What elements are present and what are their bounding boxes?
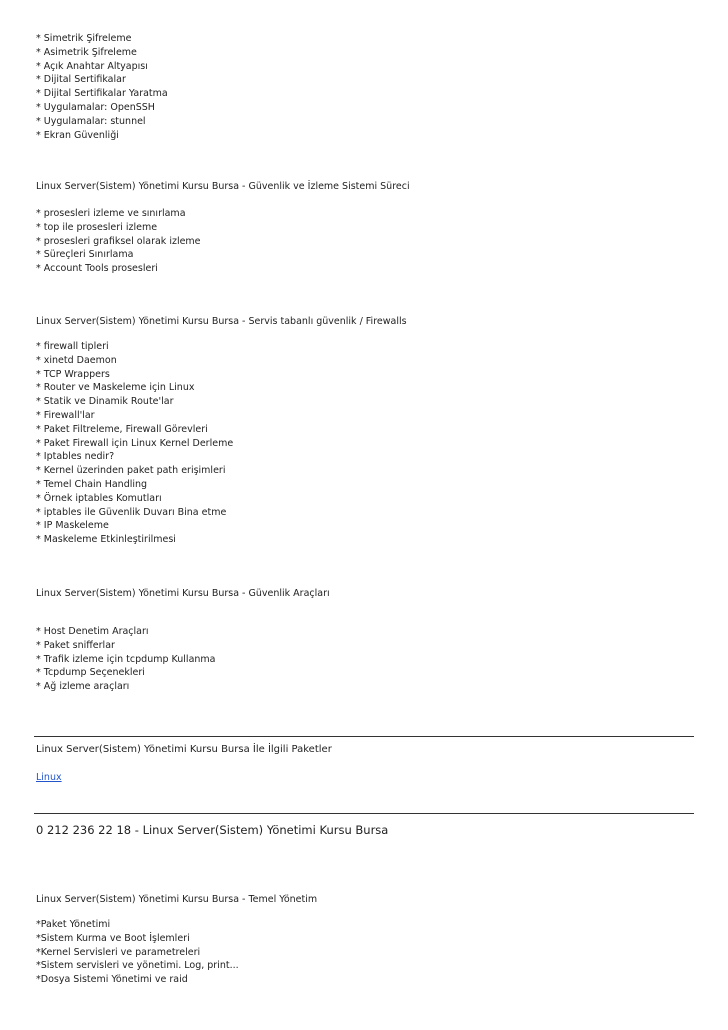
monitoring-list xyxy=(36,207,201,276)
list-item: * prosesleri grafiksel olarak izleme xyxy=(36,235,201,247)
section-title-tools: Linux Server(Sistem) Yönetimi Kursu Bursa - Güvenlik Araçları xyxy=(36,588,330,599)
list-item: * Uygulamalar: stunnel xyxy=(36,115,146,127)
section-title-firewall: Linux Server(Sistem) Yönetimi Kursu Bursa - Servis tabanlı güvenlik / Firewalls xyxy=(36,316,407,327)
list-item: * Trafik izleme için tcpdump Kullanma xyxy=(36,653,216,665)
firewall-list xyxy=(36,340,233,547)
list-item: * top ile prosesleri izleme xyxy=(36,221,158,233)
list-item: * Asimetrik Şifreleme xyxy=(36,46,137,58)
divider xyxy=(34,813,694,814)
list-item: * IP Maskeleme xyxy=(36,520,109,532)
list-item: * Router ve Maskeleme için Linux xyxy=(36,382,195,394)
list-item: * Statik ve Dinamik Route'lar xyxy=(36,396,174,408)
section-title-basic: Linux Server(Sistem) Yönetimi Kursu Bursa - Temel Yönetim xyxy=(36,894,318,905)
list-item: * Account Tools prosesleri xyxy=(36,263,158,275)
list-item: * Dijital Sertifikalar Yaratma xyxy=(36,88,168,100)
list-item: * Iptables nedir? xyxy=(36,451,115,463)
packages-title: Linux Server(Sistem) Yönetimi Kursu Bursa İle İlgili Paketler xyxy=(36,744,332,755)
list-item: * Maskeleme Etkinleştirilmesi xyxy=(36,534,176,546)
list-item: * Süreçleri Sınırlama xyxy=(36,249,134,261)
list-item: * Temel Chain Handling xyxy=(36,478,148,490)
list-item: * Firewall'lar xyxy=(36,409,95,421)
list-item: *Sistem Kurma ve Boot İşlemleri xyxy=(36,932,190,944)
list-item: * Ağ izleme araçları xyxy=(36,681,130,693)
list-item: * Uygulamalar: OpenSSH xyxy=(36,101,155,113)
list-item: * Paket Firewall için Linux Kernel Derleme xyxy=(36,437,234,449)
list-item: * Paket snifferlar xyxy=(36,639,115,651)
tools-list xyxy=(36,625,216,694)
list-item: * Ekran Güvenliği xyxy=(36,129,119,141)
top-list xyxy=(36,32,168,142)
list-item: * iptables ile Güvenlik Duvarı Bina etme xyxy=(36,506,227,518)
list-item: * prosesleri izleme ve sınırlama xyxy=(36,208,186,219)
list-item: * TCP Wrappers xyxy=(36,368,110,380)
list-item: * Örnek iptables Komutları xyxy=(36,492,162,504)
basic-list xyxy=(36,918,239,987)
section-title-monitoring: Linux Server(Sistem) Yönetimi Kursu Bursa - Güvenlik ve İzleme Sistemi Süreci xyxy=(36,181,410,192)
list-item: *Paket Yönetimi xyxy=(36,919,111,930)
list-item: * firewall tipleri xyxy=(36,341,109,352)
divider xyxy=(34,736,694,737)
list-item: * xinetd Daemon xyxy=(36,354,117,366)
list-item: * Host Denetim Araçları xyxy=(36,626,149,637)
list-item: * Tcpdump Seçenekleri xyxy=(36,667,145,679)
phone-heading: 0 212 236 22 18 - Linux Server(Sistem) Yönetimi Kursu Bursa xyxy=(36,823,389,837)
list-item: *Dosya Sistemi Yönetimi ve raid xyxy=(36,974,188,986)
list-item: * Simetrik Şifreleme xyxy=(36,33,132,44)
list-item: * Paket Filtreleme, Firewall Görevleri xyxy=(36,423,208,435)
linux-link[interactable]: Linux xyxy=(36,772,62,783)
list-item: * Kernel üzerinden paket path erişimleri xyxy=(36,465,226,477)
list-item: * Açık Anahtar Altyapısı xyxy=(36,60,148,72)
list-item: * Dijital Sertifikalar xyxy=(36,74,126,86)
list-item: *Kernel Servisleri ve parametreleri xyxy=(36,946,201,958)
list-item: *Sistem servisleri ve yönetimi. Log, print... xyxy=(36,960,239,972)
